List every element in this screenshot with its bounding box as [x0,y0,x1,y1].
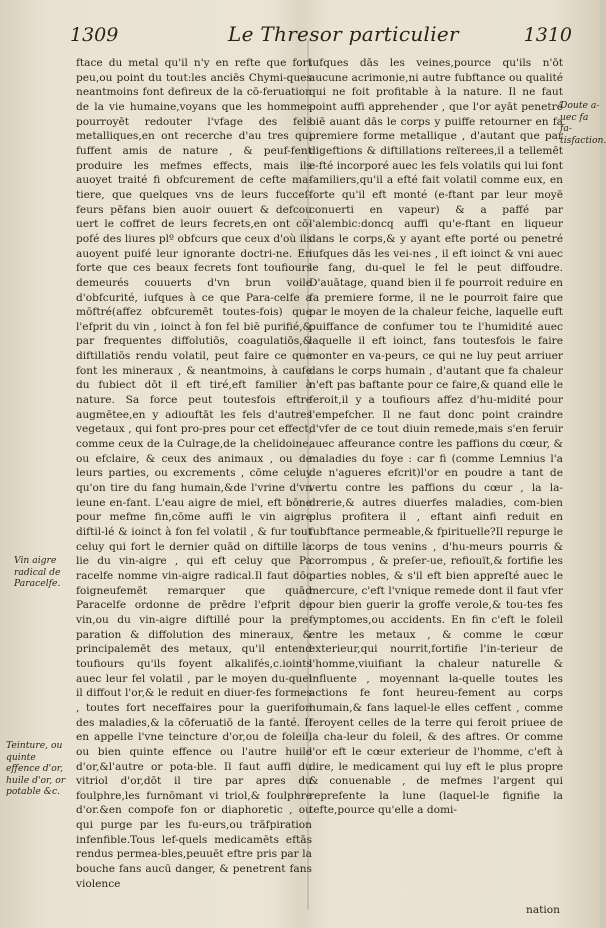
running-title: Le Thresor particulier [228,22,459,46]
margin-note-doute: Doute a-uec fa fa-tisfaction. [560,100,606,146]
catchword: nation [526,904,560,916]
left-text-column [76,56,312,891]
left-column-text: ftace du metal qu'il n'y en refte que fort peu,ou point du tout:les anciēs Chymi-ques neantmoins font defireux de la cō-feruation de la vie humaine,voyans que les hommes pourroyēt redouter l'vfage des fels metalliques,en ont recerche d'au tres qui fuffent amis de nature , & peuf-fent produire les mefmes effects, mais ils auoyet traité fi obfcurement de cefte ma-tiere, que quelques vns de leurs fucceſ-feurs pēfans bien auoir ouuert & defcou uert le coffret de leurs fecrets,en ont cō-pofé des liures plº obfcurs que ceux d'où ils auoyent puifé leur ignorante doctri-ne. En forte que ces beaux fecrets font toufiours demeurés couuerts d'vn brun voile d'obfcurité, iufques à ce que Para-celfe a mōftré(affez obfcuremēt toutes-fois) que l'efprit du vin , ioinct à fon fel biē purifié,& par frequentes diffolutiōs, coagulatiōs,& diftillatiōs rendu volatil, peut faire ce que font les mineraux , & neantmoins, à caufe du fubiect dōt il eft tiré,eft familier à nature. Sa force peut toutesfois eftre augmētee,en y adiouftāt les fels d'autres vegetaux , qui font pro-pres pour cet effect, comme ceux de la Culrage,de la chelidoine, ou efclaire, & ceux des animaux , ou de leurs parties, ou excrements , cōme celuy qu'on tire du fang humain,&de l'vrine d'vn ieune en-fant. L'eau aigre de miel, eft bōne pour mefme fin,cōme auffi le vin aigre diftil-lé & ioinct à fon fel volatil , & fur tout celuy qui fort le dernier quād on diftille la lie du vin-aigre , qui eft celuy que Pa racelfe nomme vin-aigre radical.Il faut dōc foigneufemēt remarquer que quād Paracelfe ordonne de prēdre l'efprit de vin,ou du vin-aigre diftillé pour la pre-paration & diffolution des mineraux, & principalemēt des metaux, qu'il entend toufiours qu'ils foyent alkalifés,c.ioints auec leur fel volatil , par le moyen du-quel il diffout l'or,& le reduit en diuer-fes formes , toutes fort neceffaires pour la guerifon des maladies,& la cōferuatiō de la fanté. Il en appelle l'vne teincture d'or,ou de foleil, ou bien quinte effence ou l'autre huile d'or,&l'autre or pota-ble. Il faut auffi du vitriol d'or,dōt il tire par apres du foulphre,les furnōmant vi triol,& foulphre d'or.&en compofe fon or diaphoretic , ou qui purge par les fu-eurs,ou trāfpiration infenfible.Tous lef-quels medicamēts eftās rendus permea-bles,peuuēt eftre pris par la bouche fans aucū danger, & penetrent fans violence [76,57,312,890]
margin-note-teinture: Teinture, ou quinte effence d'or, huile d'or, or potable &c. [6,740,66,797]
right-text-column [309,56,563,818]
left-page-number: 1309 [70,24,119,46]
right-page-number: 1310 [523,24,572,46]
right-column-text: iufques dās les veines,pource qu'ils n'ōt aucune acrimonie,ni autre fubftance ou qualité qui ne foit profitable à la nature. Il ne faut point auffi apprehender , que l'or ayāt penetré biē auant dās le corps y puiffe retourner en fa premiere forme metallique , d'autant que par digeftions & diftillations reïterees,il a tellemēt e-fté incorporé auec les fels volatils qui lui font familiers,qu'il a efté fait volatil comme eux, en forte qu'il eft monté (e-ftant par leur moyē conuerti en vapeur) & a paffé par l'alembic:doncq auffi qu'e-ftant en liqueur dans le corps,& y ayant efte porté ou penetré iufques dās les vei-nes , il eft ioinct & vni auec le fang, du-quel le fel le peut diffoudre. D'auātage, quand bien il fe pourroit reduire en fa premiere forme, il ne le pourroit faire que par le moyen de la chaleur feiche, laquelle euft puiffance de confumer tou te l'humidité auec laquelle il eft ioinct, fans toutesfois le faire monter en va-peurs, ce qui ne luy peut arriuer dans le corps humain , d'autant que fa chaleur n'eft pas baftante pour ce faire,& quand elle le feroit,il y a toufiours affez d'hu-midité pour l'empefcher. Il ne faut donc point craindre d'vfer de ce tout diuin remede,mais s'en feruir auec affeurance contre les paffions du cœur, & maladies du foye : car fi (comme Lemnius l'a de n'agueres efcrit)l'or en poudre a tant de vertu contre les paffions du cœur , la la-drerie,& autres diuerfes maladies, com-bien plus profitera il , eftant ainfi reduit en fubftance permeable,& fpirituelle?Il repurge le corps de tous venins , d'hu-meurs pourris & corrompus , & preſer-ue, refiouït,& fortifie les parties nobles, & s'il eft bien appreſté auec le mercure, c'eft l'vnique remede dont il faut vfer pour bien guerir la groffe verole,& tou-tes fes fymptomes,ou accidents. En fin c'eft le foleil entre les metaux , & comme le cœur exterieur,qui nourrit,fortifie l'in-terieur de l'homme,viuifiant la chaleur naturelle & influente , moyennant la-quelle toutes les actions fe font heureu-fement au corps humain,& fans laquel-le elles ceffent , comme feroyent celles de la terre qui feroit priuee de la cha-leur du foleil, & des aftres. Or comme l'or eft le cœur exterieur de l'homme, c'eft à dire, le medicament qui luy eft le plus propre & conuenable , de mefmes l'argent qui reprefente la lune (laquel-le fignifie la tefte,pource qu'elle a domi- [309,57,563,817]
margin-note-vinaigre: Vin aigre radical de Paracelfe. [14,555,61,589]
